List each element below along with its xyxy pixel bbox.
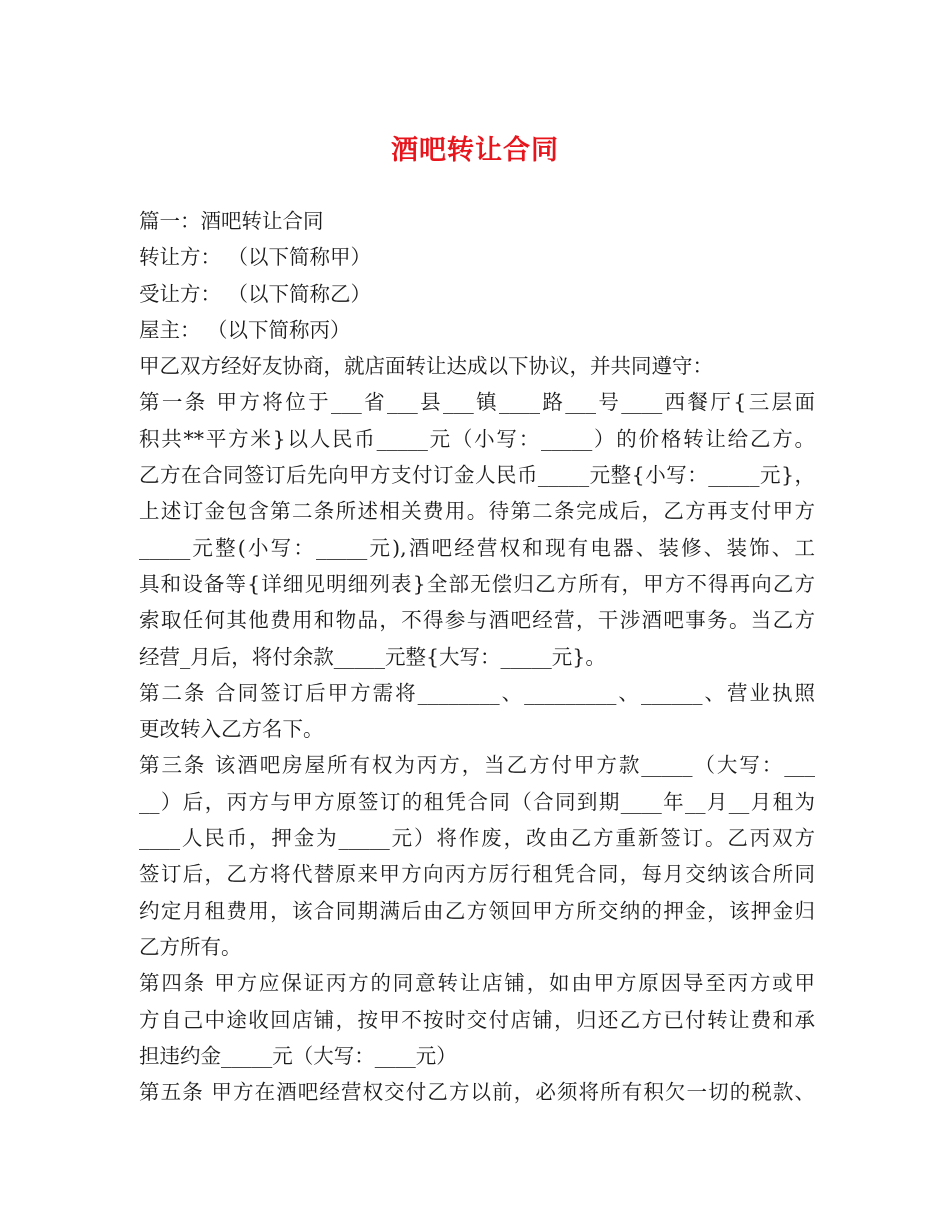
body-line: 签订后，乙方将代替原来甲方向丙方厉行租凭合同，每月交纳该合所同	[139, 862, 815, 887]
body-line: 第五条 甲方在酒吧经营权交付乙方以前，必须将所有积欠一切的税款、	[139, 1080, 815, 1105]
body-line: 积共**平方米}以人民币_____元（小写：_____）的价格转让给乙方。	[139, 426, 815, 451]
body-line: _____元整(小写：_____元),酒吧经营权和现有电器、装修、装饰、工	[139, 535, 815, 560]
body-line: 乙方所有。	[139, 934, 242, 959]
body-line: 方自己中途收回店铺，按甲不按时交付店铺，归还乙方已付转让费和承	[139, 1007, 815, 1032]
body-line: 经营_月后，将付余款_____元整{大写：_____元}。	[139, 644, 606, 669]
body-line: __）后，丙方与甲方原签订的租凭合同（合同到期____年__月__月租为	[139, 789, 815, 814]
body-line: 第四条 甲方应保证丙方的同意转让店铺，如由甲方原因导至丙方或甲	[139, 971, 815, 996]
body-line: 屋主： （以下简称丙）	[139, 317, 351, 342]
body-line: 具和设备等{详细见明细列表}全部无偿归乙方所有，甲方不得再向乙方	[139, 571, 815, 596]
body-line: 第一条 甲方将位于___省___县___镇____路___号____西餐厅{三层面	[139, 390, 815, 415]
body-line: 甲乙双方经好友协商，就店面转让达成以下协议，并共同遵守：	[139, 354, 713, 379]
body-line: 上述订金包含第二条所述相关费用。待第二条完成后，乙方再支付甲方	[139, 499, 815, 524]
document-title: 酒吧转让合同	[391, 135, 559, 166]
body-line: 乙方在合同签订后先向甲方支付订金人民币_____元整{小写：_____元}，	[139, 463, 815, 488]
body-line: 篇一：酒吧转让合同	[139, 209, 324, 233]
body-line: 受让方： （以下简称乙）	[139, 281, 372, 306]
body-line: ____人民币，押金为_____元）将作废，改由乙方重新签订。乙丙双方	[139, 826, 815, 851]
body-line: 担违约金_____元（大写：____元）	[139, 1043, 457, 1068]
body-line: 索取任何其他费用和物品，不得参与酒吧经营，干涉酒吧事务。当乙方	[139, 608, 815, 633]
body-line: 转让方： （以下简称甲）	[139, 245, 372, 270]
body-line: 第三条 该酒吧房屋所有权为丙方，当乙方付甲方款_____（大写：___	[139, 753, 815, 778]
document-body	[139, 203, 815, 1110]
body-line: 约定月租费用，该合同期满后由乙方领回甲方所交纳的押金，该押金归	[139, 898, 815, 923]
body-line: 更改转入乙方名下。	[139, 717, 324, 742]
body-line: 第二条 合同签订后甲方需将________、_________、______、营业执照	[139, 680, 815, 705]
